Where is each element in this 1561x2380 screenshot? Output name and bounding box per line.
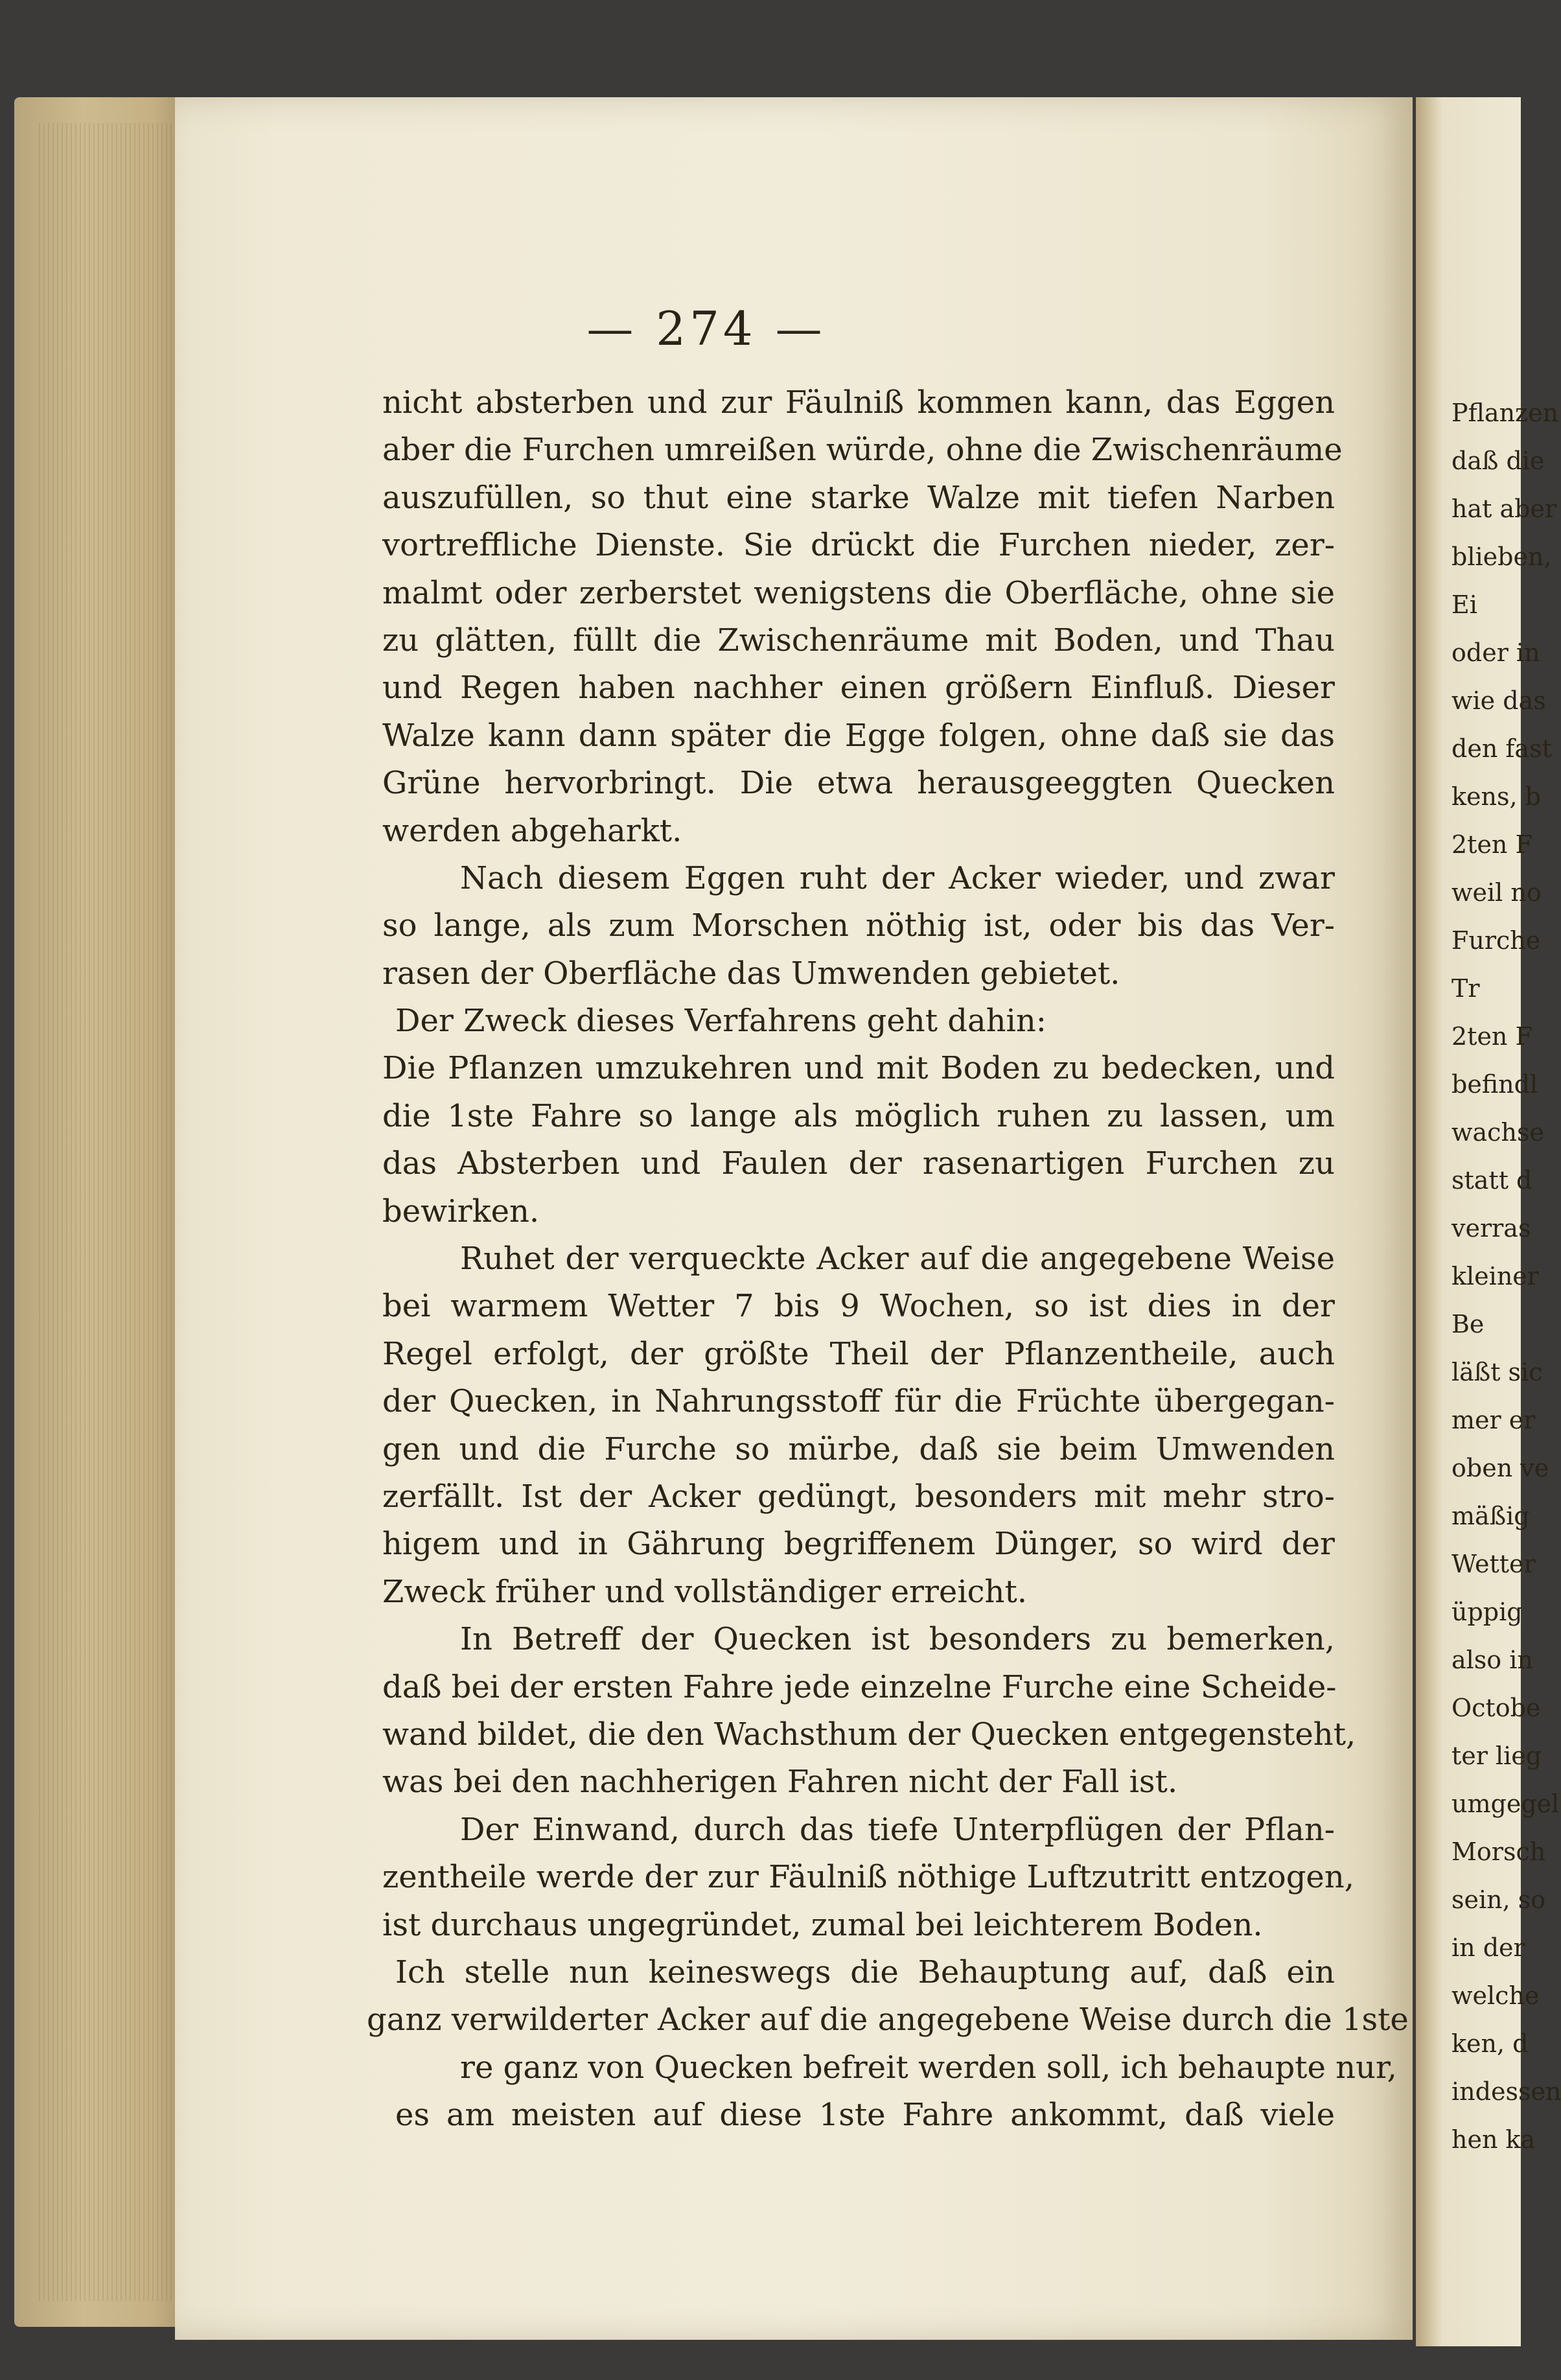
facing-line: Be (1451, 1310, 1485, 1338)
text-line: aber die Furchen umreißen würde, ohne die Zwischenräume (382, 432, 1343, 469)
facing-line: Morsch (1451, 1838, 1546, 1866)
text-line: re ganz von Quecken befreit werden soll, ich behaupte nur, (460, 2049, 1397, 2086)
facing-line: kens, b (1451, 782, 1541, 811)
text-line: vortreffliche Dienste. Sie drückt die Furchen nieder, zer- (382, 527, 1335, 564)
facing-line: den fast (1451, 734, 1552, 763)
text-line: der Quecken, in Nahrungsstoff für die Früchte übergegan- (382, 1383, 1335, 1420)
text-line: das Absterben und Faulen der rasenartigen Furchen zu (382, 1145, 1335, 1182)
text-line: Der Einwand, durch das tiefe Unterpflügen der Pflan- (460, 1811, 1335, 1848)
facing-line: Wetter (1451, 1550, 1536, 1578)
text-line: zerfällt. Ist der Acker gedüngt, besonders mit mehr stro- (382, 1478, 1335, 1515)
text-line: Zweck früher und vollständiger erreicht. (382, 1573, 1028, 1610)
text-line: Ruhet der verqueckte Acker auf die angegebene Weise (460, 1241, 1335, 1278)
text-line: und Regen haben nachher einen größern Einfluß. Dieser (382, 670, 1335, 706)
facing-line: Tr (1451, 974, 1480, 1003)
text-line: Die Pflanzen umzukehren und mit Boden zu bedecken, und (382, 1050, 1335, 1087)
facing-line: hen ka (1451, 2125, 1536, 2154)
facing-line: Octobe (1451, 1694, 1541, 1722)
text-line: so lange, als zum Morschen nöthig ist, oder bis das Ver- (382, 907, 1335, 944)
facing-line: kleiner (1451, 1262, 1539, 1290)
text-line: es am meisten auf diese 1ste Fahre ankommt, daß viele (395, 2097, 1335, 2134)
facing-line: wachse (1451, 1118, 1544, 1147)
text-line: zentheile werde der zur Fäulniß nöthige Luftzutritt entzogen, (382, 1859, 1354, 1896)
facing-line: in der (1451, 1933, 1525, 1962)
facing-line: oder in (1451, 638, 1540, 667)
facing-line: statt d (1451, 1166, 1532, 1195)
text-line: bei warmem Wetter 7 bis 9 Wochen, so ist dies in der (382, 1288, 1335, 1325)
facing-line: blieben, (1451, 542, 1552, 571)
facing-line: Pflanzen (1451, 399, 1559, 427)
facing-line: ken, d (1451, 2029, 1529, 2058)
text-line: Grüne hervorbringt. Die etwa herausgeeggten Quecken (382, 765, 1335, 802)
facing-line: sein, so (1451, 1885, 1546, 1914)
text-line: die 1ste Fahre so lange als möglich ruhen zu lassen, um (382, 1097, 1335, 1134)
text-line: Walze kann dann später die Egge folgen, ohne daß sie das (382, 717, 1335, 754)
facing-line: weil no (1451, 878, 1542, 907)
facing-line: also in (1451, 1646, 1533, 1674)
facing-line: Furche (1451, 926, 1541, 955)
facing-line: indessen (1451, 2077, 1561, 2106)
facing-line: oben ve (1451, 1454, 1549, 1482)
facing-line: 2ten F (1451, 830, 1532, 859)
facing-line: umgegel (1451, 1790, 1560, 1818)
text-line: zu glätten, füllt die Zwischenräume mit Boden, und Thau (382, 622, 1335, 659)
text-line: higem und in Gährung begriffenem Dünger, so wird der (382, 1526, 1335, 1563)
facing-line: welche (1451, 1981, 1540, 2010)
facing-line: ter lieg (1451, 1742, 1542, 1770)
facing-line: mer er (1451, 1406, 1536, 1434)
facing-line: üppig (1451, 1598, 1523, 1626)
facing-line: 2ten F (1451, 1022, 1532, 1051)
text-line: ist durchaus ungegründet, zumal bei leichterem Boden. (382, 1906, 1263, 1943)
text-line: malmt oder zerberstet wenigstens die Oberfläche, ohne sie (382, 574, 1335, 611)
text-line: wand bildet, die den Wachsthum der Quecken entgegensteht, (382, 1716, 1356, 1753)
page-number: — 274 — (586, 301, 826, 356)
facing-page-text (1451, 389, 1561, 2164)
facing-line: daß die (1451, 447, 1545, 475)
text-line: daß bei der ersten Fahre jede einzelne Furche eine Scheide- (382, 1668, 1337, 1705)
text-line: rasen der Oberfläche das Umwenden gebietet. (382, 955, 1120, 992)
text-line: bewirken. (382, 1193, 540, 1230)
text-line: In Betreff der Quecken ist besonders zu bemerken, (460, 1621, 1335, 1658)
text-line: Der Zweck dieses Verfahrens geht dahin: (395, 1003, 1046, 1040)
text-line: was bei den nachherigen Fahren nicht der Fall ist. (382, 1764, 1178, 1801)
facing-line: mäßig (1451, 1502, 1530, 1530)
text-line: ganz verwilderter Acker auf die angegebene Weise durch die 1ste (367, 2001, 1409, 2038)
text-line: Ich stelle nun keineswegs die Behauptung auf, daß ein (395, 1954, 1335, 1990)
text-line: Regel erfolgt, der größte Theil der Pflanzentheile, auch (382, 1335, 1335, 1372)
text-line: nicht absterben und zur Fäulniß kommen kann, das Eggen (382, 384, 1335, 421)
text-line: werden abgeharkt. (382, 812, 682, 849)
page-edges (39, 123, 175, 2301)
body-text (367, 379, 1409, 2139)
facing-line: verras (1451, 1214, 1531, 1242)
facing-line: befindl (1451, 1070, 1538, 1099)
facing-line: hat aber (1451, 495, 1557, 523)
facing-line: Ei (1451, 590, 1477, 619)
facing-line: läßt sic (1451, 1358, 1543, 1386)
text-line: Nach diesem Eggen ruht der Acker wieder, und zwar (460, 859, 1335, 896)
text-line: gen und die Furche so mürbe, daß sie beim Umwenden (382, 1430, 1335, 1467)
text-line: auszufüllen, so thut eine starke Walze mit tiefen Narben (382, 479, 1335, 516)
facing-line: wie das (1451, 686, 1546, 715)
